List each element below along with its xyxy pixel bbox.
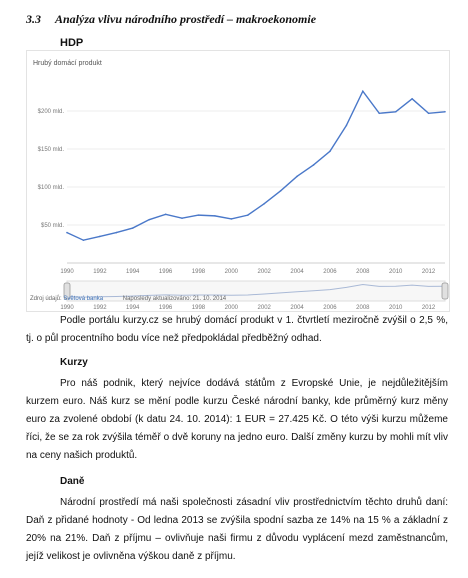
y-tick-label: $100 mld.: [37, 185, 64, 191]
paragraph-kurzy: Pro náš podnik, který nejvíce dodává státům z Evropské Unie, je nejdůležitějším kurzem euro. Náš kurz se mění podle kurzu České národní banky, kde průměrný kurz měny euro za zvolené období (k datu 24. 10. 2014): 1 EUR = 27.425 Kč. O této výši kurzu můžeme říci, že se za rok zvýšila téměř o dvě koruny na jedno euro. Další změny kurzu by mohli mít vliv na ceny našich produktů.: [26, 378, 448, 461]
chart-source: [30, 296, 226, 302]
range-x-tick-label: 2004: [290, 305, 304, 311]
range-x-tick-label: 2008: [356, 305, 370, 311]
paragraph-dane: Národní prostředí má naši společnosti zásadní vliv prostřednictvím těchto druhů daní: Daň z přidané hodnoty - Od ledna 2013 se zvýšila spodní sazba ze 14% na 15 % a základní z 20% na 21%. Daň z příjmu – ovlivňuje naši firmu z důvodu vyplácení mezd zaměstnancům, jejíž velikost je ovlivněna výškou daně z příjmu.: [26, 497, 448, 562]
gdp-data-point: [181, 217, 183, 219]
x-tick-label: 1994: [126, 269, 140, 275]
paragraph-gdp: Podle portálu kurzy.cz se hrubý domácí produkt v 1. čtvrtletí meziročně zvýšil o 2,5 %, tj. o půl procentního bodu více než předpokládal předběžný odhad.: [26, 315, 448, 344]
range-x-tick-label: 1992: [93, 305, 107, 311]
x-tick-label: 1992: [93, 269, 107, 275]
gdp-data-point: [428, 112, 430, 114]
source-updated: Naposledy aktualizováno: 21. 10. 2014: [122, 296, 227, 302]
gdp-data-point: [378, 112, 380, 114]
x-tick-label: 1998: [191, 269, 206, 275]
x-tick-label: 2012: [421, 269, 436, 275]
gdp-data-point: [296, 176, 298, 178]
range-x-tick-label: 1990: [60, 305, 74, 311]
gdp-chart: [26, 50, 450, 312]
subheading-hdp: HDP: [60, 37, 84, 49]
gdp-data-point: [346, 125, 348, 127]
gdp-data-point: [313, 164, 315, 166]
section-title: Analýza vlivu národního prostředí – makroekonomie: [55, 12, 317, 26]
range-x-tick-label: 2012: [421, 305, 436, 311]
gdp-data-point: [411, 98, 413, 100]
gdp-data-point: [66, 232, 68, 234]
gdp-data-point: [99, 236, 101, 238]
heading-kurzy: Kurzy: [60, 357, 88, 368]
x-tick-label: 1990: [60, 269, 74, 275]
gdp-data-point: [280, 190, 282, 192]
section-heading: [26, 12, 316, 27]
x-tick-label: 2000: [224, 269, 239, 275]
chart-title: Hrubý domácí produkt: [33, 60, 102, 67]
range-x-tick-label: 2000: [224, 305, 239, 311]
gdp-data-point: [148, 219, 150, 221]
gdp-data-point: [362, 90, 364, 92]
y-tick-label: $200 mld.: [37, 109, 64, 115]
gdp-chart-svg: [27, 51, 449, 311]
gdp-data-point: [395, 111, 397, 113]
gdp-data-point: [329, 150, 331, 152]
gdp-data-point: [231, 218, 233, 220]
range-handle-right[interactable]: [442, 283, 448, 299]
x-tick-label: 2008: [356, 269, 370, 275]
y-tick-label: $50 mld.: [40, 223, 64, 229]
range-x-tick-label: 2006: [323, 305, 337, 311]
gdp-data-point: [116, 232, 118, 234]
gdp-data-point: [444, 111, 446, 113]
heading-dane: Daně: [60, 476, 85, 487]
gdp-series-line: [67, 91, 445, 240]
range-x-tick-label: 1998: [191, 305, 206, 311]
range-x-tick-label: 2002: [257, 305, 271, 311]
gdp-data-point: [198, 214, 200, 216]
range-x-tick-label: 1996: [158, 305, 173, 311]
source-label: Zdroj údajů:: [30, 296, 62, 302]
x-tick-label: 1996: [158, 269, 173, 275]
y-tick-label: $150 mld.: [37, 147, 64, 153]
gdp-data-point: [83, 239, 85, 241]
gdp-data-point: [214, 215, 216, 217]
gdp-data-point: [247, 214, 249, 216]
x-tick-label: 2010: [389, 269, 403, 275]
section-number: 3.3: [26, 12, 41, 26]
range-x-tick-label: 2010: [389, 305, 403, 311]
gdp-data-point: [165, 214, 167, 216]
x-tick-label: 2006: [323, 269, 337, 275]
x-tick-label: 2004: [290, 269, 304, 275]
range-x-tick-label: 1994: [126, 305, 140, 311]
gdp-data-point: [132, 227, 134, 229]
source-link[interactable]: Světová banka: [63, 296, 104, 302]
gdp-data-point: [263, 203, 265, 205]
x-tick-label: 2002: [257, 269, 271, 275]
